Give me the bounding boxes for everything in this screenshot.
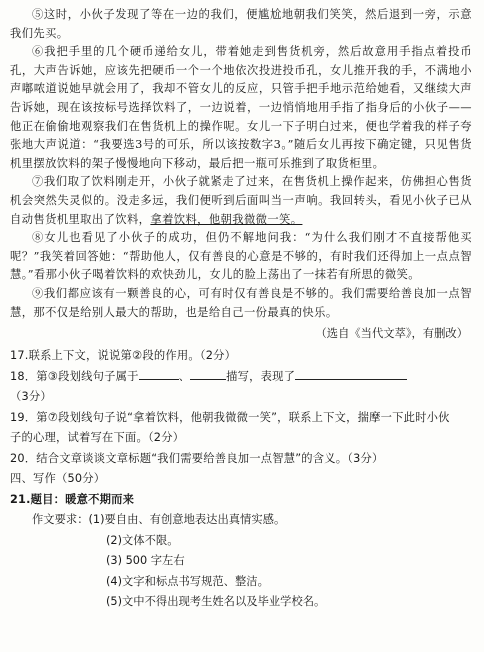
question-18-prefix: 18．第③段划线句子属于 [10,369,139,383]
paragraph-7-underlined-sentence: 拿着饮料，他朝我微微一笑。 [150,212,303,226]
paragraph-7 [10,173,472,229]
question-17: 17.联系上下文，说说第②段的作用。（2分） [10,349,237,363]
paragraph-9: ⑨我们都应该有一颗善良的心，可有时仅有善良是不够的。我们需要给善良加一点智慧，那不仅是给别人最大的帮助，也是给自己一份最真的快乐。 [10,286,472,319]
answer-blank-2[interactable] [190,368,226,380]
question-19-line-1: 19．第⑦段划线句子说“拿着饮料，他朝我微微一笑”，联系上下文，揣摩一下此时小伙 [10,410,450,424]
essay-requirement-5: (5)文中不得出现考生姓名以及毕业学校名。 [106,595,326,609]
essay-requirement-4: (4)文字和标点书写规范、整洁。 [106,574,269,588]
question-18-separator: 、 [178,369,191,383]
paragraph-6: ⑥我把手里的几个硬币递给女儿，带着她走到售货机旁，然后故意用手指点着投币孔，大声告诉她，应该先把硬币一个一个地依次投进投币孔，女儿推开我的手，不满地小声嘟哝道说她早就会用了，我却不管女儿的反应，只管手把手地示范给她看，又继续大声告诉她，现在该按标号选择饮料了，一边说着，一边悄悄地用手指了指身后的小伙子——他正在偷偷地观察我们在售货机上的操作呢。女儿一下子明白过来，便也学着我的样子夸张地大声说道：“我要选3号的可乐，所以该按数字3。”随后女儿再按下确定键，只见售货机里摆放饮料的架子慢慢地向下移动，最后把一瓶可乐推到了取货柜里。 [10,45,472,170]
paragraph-5: ⑤这时，小伙子发现了等在一边的我们，便尴尬地朝我们笑笑，然后退到一旁，示意我们先买。 [10,8,472,40]
question-18-middle: 描写，表现了 [226,369,296,383]
question-21-title: 21.题目：暖意不期而来 [10,492,135,506]
answer-blank-3[interactable] [295,368,407,380]
essay-requirement-2: (2)文体不限。 [106,533,179,547]
source-citation: （选自《当代文萃》，有删改） [315,327,468,341]
section-heading-writing: 四、写作（50分） [10,472,106,486]
paragraph-8: ⑧女儿也看见了小伙子的成功，但仍不解地问我：“为什么我们刚才不直接帮他买呢？”我笑着回答她：“帮助他人，仅有善良的心意是不够的，有时我们还得加上一点点智慧。”看那小伙子喝着饮料的欢快劲儿，女儿的脸上荡出了一抹若有所思的微笑。 [10,231,472,282]
question-19-line-2: 子的心理，试着写在下面。（2分） [10,431,185,445]
essay-requirement-3: (3) 500 字左右 [106,554,185,568]
answer-blank-1[interactable] [139,368,179,380]
question-18 [10,367,472,408]
paragraph-7-text: ⑦我们取了饮料刚走开，小伙子就紧走了过来，在售货机上操作起来，仿佛担心售货机会突然失灵似的。没走多远，我们便听到后面叫当一声响。我回转头，看见小伙子已从自动售货机里取出了饮料， [10,175,472,226]
essay-requirement-1: 作文要求：(1)要自由、有创意地表达出真情实感。 [32,513,286,527]
question-18-score: （3分） [10,390,52,404]
question-20: 20．结合文章谈谈文章标题“我们需要给善良加一点智慧”的含义。（3分） [10,451,384,465]
